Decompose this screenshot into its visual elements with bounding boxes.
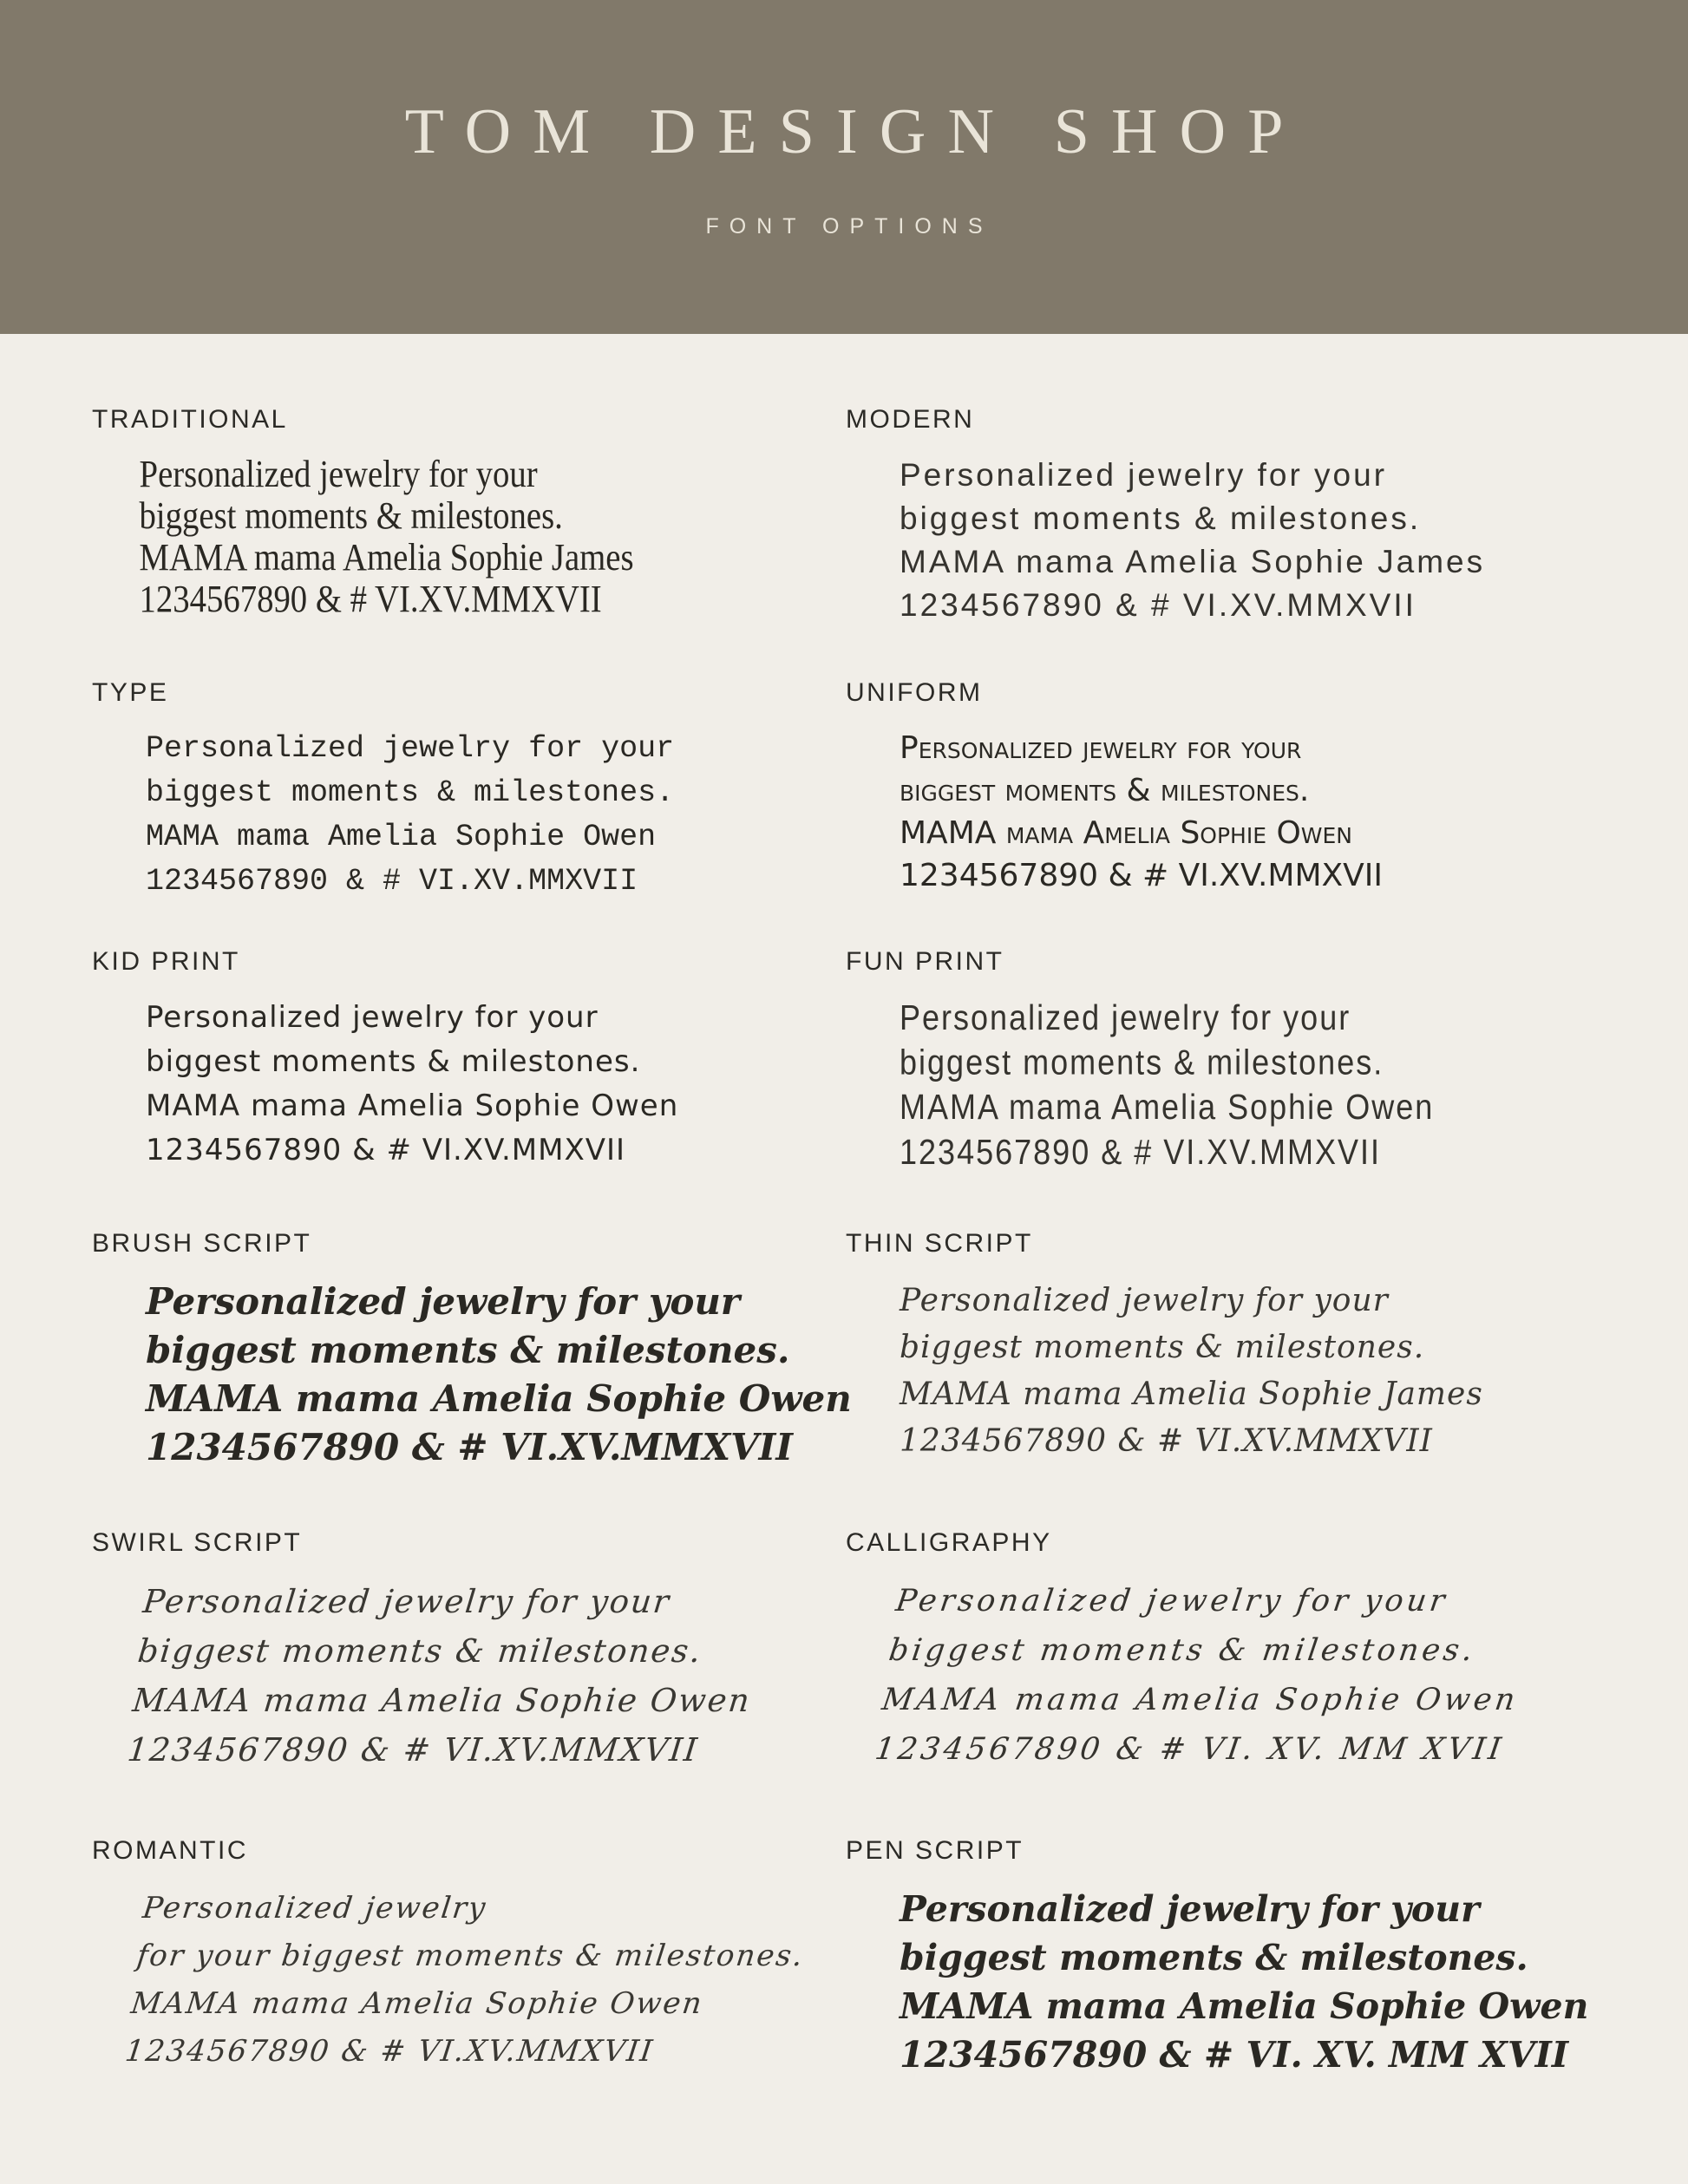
sample-line: MAMA mama Amelia Sophie Owen — [146, 1377, 852, 1420]
sample-line: MAMA mama Amelia Sophie Owen — [900, 1087, 1435, 1128]
section-fun-print — [846, 947, 1653, 1229]
section-label-brush-script: BRUSH SCRIPT — [92, 1229, 312, 1258]
sample-line: 1234567890 & # VI.XV.MMXVII — [900, 1423, 1433, 1459]
sample-line: Personalized jewelry for your — [900, 1888, 1480, 1930]
section-label-pen-script: PEN SCRIPT — [846, 1836, 1024, 1865]
section-romantic — [92, 1836, 846, 2079]
sample-line: 1234567890 & # VI. XV. MM XVII — [873, 1732, 1507, 1767]
sample-line: biggest moments & milestones. — [146, 775, 675, 810]
sample-line: Personalized jewelry for your — [146, 1000, 599, 1035]
sample-line: MAMA mama Amelia Sophie Owen — [146, 1089, 679, 1123]
section-kid-print — [92, 947, 846, 1229]
font-sample-brush-script — [92, 1278, 852, 1472]
sample-line: MAMA mama Amelia Sophie James — [900, 1376, 1483, 1412]
section-label-uniform: UNIFORM — [846, 678, 983, 707]
sample-line: biggest moments & milestones. — [146, 1329, 790, 1371]
font-options-grid — [0, 334, 1688, 2148]
font-sample-pen-script — [846, 1885, 1653, 2079]
section-label-calligraphy: CALLIGRAPHY — [846, 1528, 1052, 1557]
page-title: TOM DESIGN SHOP — [404, 95, 1305, 167]
sample-line: biggest moments & milestones. — [139, 494, 563, 537]
sample-line: Personalized jewelry for your — [146, 1280, 741, 1323]
sample-line: 1234567890 & # VI.XV.MMXVII — [139, 578, 602, 620]
sample-line: Personalized jewelry for your — [900, 730, 1302, 766]
section-swirl-script — [92, 1528, 846, 1836]
section-label-type: TYPE — [92, 678, 169, 707]
sample-line: Personalized jewelry for your — [139, 453, 538, 495]
font-sample-modern — [846, 454, 1653, 627]
sample-line: biggest moments & milestones. — [135, 1632, 704, 1670]
section-uniform — [846, 678, 1653, 947]
sample-line: biggest moments & milestones. — [900, 1937, 1528, 1978]
font-sample-romantic — [69, 1885, 846, 2076]
sample-line: Personalized jewelry — [141, 1891, 489, 1926]
sample-line: biggest moments & milestones. — [887, 1633, 1479, 1668]
section-label-romantic: ROMANTIC — [92, 1836, 248, 1865]
sample-line: biggest moments & milestones. — [146, 1044, 641, 1079]
section-label-fun-print: FUN PRINT — [846, 947, 1004, 976]
sample-line: biggest moments & milestones. — [900, 773, 1310, 808]
font-sample-thin-script — [846, 1278, 1653, 1465]
sample-line: 1234567890 & # VI.XV.MMXVII — [125, 1731, 701, 1769]
sample-line: 1234567890 & # VI.XV.MMXVII — [146, 1426, 793, 1468]
section-pen-script — [846, 1836, 1653, 2079]
sample-line: Personalized jewelry for your — [900, 1283, 1389, 1318]
font-sample-fun-print — [846, 996, 1653, 1174]
sample-line: MAMA mama Amelia Sophie Owen — [146, 820, 657, 854]
sample-line: 1234567890 & # VI.XV.MMXVII — [900, 1131, 1381, 1172]
font-sample-calligraphy — [818, 1577, 1653, 1775]
section-label-traditional: TRADITIONAL — [92, 405, 288, 434]
sample-line: Personalized jewelry for your — [900, 997, 1351, 1038]
sample-line: biggest moments & milestones. — [900, 500, 1422, 536]
sample-line: MAMA mama Amelia Sophie James — [139, 536, 634, 579]
sample-line: Personalized jewelry for your — [146, 731, 675, 766]
sample-line: 1234567890 & # VI.XV.MMXVII — [900, 858, 1384, 893]
sample-line: MAMA mama Amelia Sophie Owen — [130, 1682, 753, 1719]
header-banner — [0, 0, 1688, 334]
sample-line: for your biggest moments & milestones. — [134, 1939, 807, 1973]
sample-line: 1234567890 & # VI.XV.MMXVII — [900, 587, 1416, 623]
sample-line: 1234567890 & # VI.XV.MMXVII — [146, 864, 638, 899]
section-calligraphy — [846, 1528, 1653, 1836]
section-brush-script — [92, 1229, 852, 1528]
sample-line: 1234567890 & # VI.XV.MMXVII — [122, 2034, 657, 2069]
sample-line: MAMA mama Amelia Sophie Owen — [128, 1986, 705, 2021]
sample-line: biggest moments & milestones. — [900, 1042, 1384, 1082]
section-label-kid-print: KID PRINT — [92, 947, 240, 976]
font-sample-swirl-script — [71, 1577, 846, 1775]
page-subtitle: FONT OPTIONS — [705, 213, 993, 239]
sample-line: Personalized jewelry for your — [893, 1584, 1450, 1618]
section-thin-script — [846, 1229, 1653, 1528]
sample-line: Personalized jewelry for your — [141, 1583, 672, 1620]
sample-line: MAMA mama Amelia Sophie Owen — [900, 815, 1353, 851]
font-sample-kid-print — [92, 996, 846, 1173]
font-sample-traditional — [92, 454, 756, 620]
sample-line: biggest moments & milestones. — [900, 1330, 1425, 1365]
sample-line: Personalized jewelry for your — [900, 457, 1388, 493]
font-sample-uniform — [846, 727, 1653, 897]
sample-line: 1234567890 & # VI. XV. MM XVII — [900, 2034, 1569, 2076]
section-type — [92, 678, 846, 947]
section-label-swirl-script: SWIRL SCRIPT — [92, 1528, 303, 1557]
sample-line: 1234567890 & # VI.XV.MMXVII — [146, 1133, 626, 1167]
sample-line: MAMA mama Amelia Sophie James — [900, 544, 1486, 579]
section-label-thin-script: THIN SCRIPT — [846, 1229, 1033, 1258]
sample-line: MAMA mama Amelia Sophie Owen — [900, 1985, 1589, 2027]
section-label-modern: MODERN — [846, 405, 975, 434]
section-modern — [846, 405, 1653, 678]
sample-line: MAMA mama Amelia Sophie Owen — [880, 1683, 1521, 1717]
section-traditional — [92, 405, 846, 678]
font-sample-type — [92, 727, 846, 904]
